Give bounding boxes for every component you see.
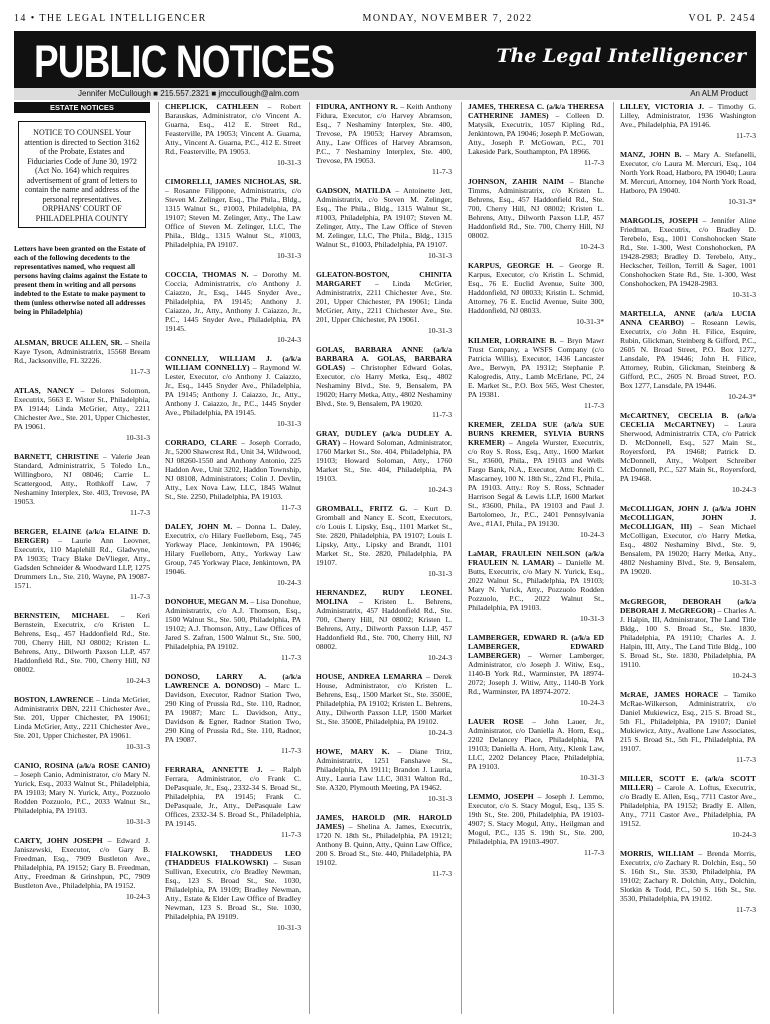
estate-notice	[316, 747, 452, 803]
publication-code: 11-7-3	[584, 848, 604, 857]
notice-body: – Keri Bernstein, Executrix, c/o Kristen L. Behrens, Esq., 457 Haddonfield Rd., Ste. 700, Cherry Hill, NJ 08002; Kristen L. Behrens, Atty., Dilworth Paxson LLP, 457 Haddonfield Rd., Ste. 700, Cherry Hill, NJ 08002.	[14, 611, 150, 674]
publication-code: 11-7-3	[432, 869, 452, 878]
estate-notice	[165, 270, 301, 344]
decedent-name: FIALKOWSKI, THADDEUS LEO (THADDEUS FIALKOWSKI)	[165, 849, 301, 867]
estate-notice	[14, 452, 150, 517]
publication-code: 10-31-3	[427, 251, 452, 260]
estate-notice	[468, 261, 604, 326]
decedent-name: MORRIS, WILLIAM	[620, 849, 694, 858]
decedent-name: GADSON, MATILDA	[316, 186, 391, 195]
publication-code: 10-24-3	[579, 698, 604, 707]
publication-logo: The Legal Intelligencer	[496, 45, 746, 67]
notice-body: – Joseph J. Lemmo, Executor, c/o S. Stacy Mogul, Esq., 135 S. 19th St., Ste. 200, Philadelphia, PA 19103-4907; S. Stacy Mogul, Atty., Heilgman and Mogul, P.C., 135 S. 19th St., Ste. 200, Philadelphia, PA 19103-4907.	[468, 792, 604, 846]
estate-notice	[620, 774, 756, 839]
publication-code: 10-31-3	[125, 742, 150, 751]
estate-notice	[468, 633, 604, 707]
publication-code: 10-31-3	[276, 251, 301, 260]
publication-code: 11-7-3	[584, 158, 604, 167]
publication-code: 11-7-3	[281, 503, 301, 512]
decedent-name: DONOHUE, MEGAN M.	[165, 597, 249, 606]
publication-code: 10-24-3	[276, 578, 301, 587]
estate-notice	[316, 588, 452, 662]
publication-code: 10-24-3	[276, 335, 301, 344]
estate-notice	[620, 102, 756, 140]
decedent-name: FERRARA, ANNETTE J.	[165, 765, 263, 774]
decedent-name: CANIO, ROSINA (a/k/a ROSE CANIO)	[14, 761, 150, 770]
estate-notice	[14, 338, 150, 376]
notice-body: – Joseph Corrado, Jr., 5200 Shawcrest Rd., Unit 34, Wildwood, NJ 08260-1550 and Anthony Antonio, 225 Haddon Ave., Unit 3202, Haddon Township, NJ 08108, Administrators; Colin J. Devlin, Atty., Lex Nova Law, LLC, 1845 Walnut St., Ste. 2250, Philadelphia, PA 19103.	[165, 438, 301, 501]
publication-code: 10-24-3	[579, 242, 604, 251]
notice-body: – Danielle M. Butts, Executrix, c/o Mary N. Yurick, Esq., 2022 Walnut St., Philadelphia, PA 19103; Mary N. Yurick, Atty., Pozzuolo Rodden Pozzuolo, P.C., 2022 Walnut St., Philadelphia, PA 19103.	[468, 558, 604, 612]
estate-notice	[14, 386, 150, 442]
column-notices	[468, 102, 604, 857]
column-notices	[620, 102, 756, 914]
notice-body: – Edward J. Janiszewski, Executor, c/o Gary B. Freedman, Esq., 7909 Bustleton Ave., Philadelphia, PA 19152; Gary B. Freedman, Atty., Freedman & Grinshpun, PC, 7909 Bustleton Ave., Philadelphia, PA 19152.	[14, 836, 150, 890]
estate-notice	[165, 849, 301, 932]
notice-body: – Werner Lamberger, Administrator, c/o Joseph J. Witiw, Esq., 1140-B York Rd., Warminster, PA 18974-2072; Joseph J. Witiw, Atty., 1140-B York Rd., Warminster, PA 18974-2072.	[468, 651, 604, 696]
estate-notice	[620, 216, 756, 299]
estate-intro-text: Letters have been granted on the Estate of each of the following decedents to the representatives named, who request all persons having claims against the Estate to present them in writing and all persons indebted to the Estate to make payment to them (unless otherwise noted all addresses being in Philadelphia)	[14, 244, 148, 316]
decedent-name: KARPUS, GEORGE H.	[468, 261, 554, 270]
page-header-left: 14 • THE LEGAL INTELLIGENCER	[14, 13, 207, 24]
notice-body: – Marc L. Davidson, Executor, Radnor Station Two, 290 King of Prussia Rd., Ste. 110, Radnor, PA 19087; Marc L. Davidson, Atty., Davidson & Egner, Radnor Station Two, 290 King of Prussia Rd., Ste. 110, Radnor, PA 19087.	[165, 681, 301, 744]
notice-body: – Colleen D. Matysik, Executrix, 1057 Kipling Rd., Jenkintown, PA 19046; Joseph P. McGowan, Atty., Joseph P. McGowan, P.C., 701 Lakeside Park, Southampton, PA 18966.	[468, 111, 604, 156]
decedent-name: COCCIA, THOMAS N.	[165, 270, 249, 279]
publication-code: 10-24-3	[427, 653, 452, 662]
decedent-name: DALEY, JOHN M.	[165, 522, 233, 531]
estate-notice	[316, 429, 452, 494]
notice-body: – Susan Sullivan, Executrix, c/o Bradley Newman, Esq., 123 S. Broad St., Ste. 1030, Philadelphia, PA 19109; Bradley Newman, Atty., Estate & Elder Law Office of Bradley Newman, 123 S. Broad St., Ste. 1030, Philadelphia, PA 19109.	[165, 858, 301, 921]
decedent-name: MANZ, JOHN B.	[620, 150, 682, 159]
estate-notice	[14, 695, 150, 751]
estate-notice	[468, 792, 604, 857]
estate-notice	[620, 150, 756, 206]
publication-code: 10-31-3	[427, 569, 452, 578]
notice-body: – George R. Karpus, Executor, c/o Kristin L. Schmid, Esq., 76 E. Euclid Avenue, Suite 300, Haddonfield, NJ 08033; Kristin L. Schmid, Attorney, 76 E. Euclid Avenue, Suite 300, Haddonfield, NJ 08033.	[468, 261, 604, 315]
estate-notice	[165, 102, 301, 167]
publication-code: 10-24-3*	[728, 392, 756, 401]
notice-body: – Angela Wurster, Executrix, c/o Roy S. Ross, Esq., Atty., 1600 Market St., #3600, Phila., PA 19103 and Wells Fargo Bank, N.A., Executor, Attn: Keith C. Mascarney, 100 N. 18th St., 22nd Fl., Phila., PA 19103. Atty.: Roy S. Ross, Schnader Harrison Segal & Lewis LLP, 1600 Market St., #3600, Phila., PA 19103 and Paul J. Bartolomeo, Jr., P.C., 2401 Pennsylvania Ave., #1A1, Phila., PA 19130.	[468, 438, 604, 528]
decedent-name: LAUER ROSE	[468, 717, 524, 726]
notice-body: – Kristen L. Behrens, Administratrix, 457 Haddonfield Rd., Ste. 700, Cherry Hill, NJ 08002; Kristen L. Behrens, Atty., Dilworth Paxson LLP, 457 Haddonfield Rd., Ste. 700, Cherry Hill, NJ 08002.	[316, 597, 452, 651]
decedent-name: CORRADO, CLARE	[165, 438, 237, 447]
column-notices	[316, 102, 452, 878]
column-notices	[14, 338, 150, 901]
page-header-volume: VOL P. 2454	[688, 13, 756, 24]
estate-notice	[468, 549, 604, 623]
decedent-name: MILLER, SCOTT E. (a/k/a SCOTT MILLER)	[620, 774, 756, 792]
estate-notices-header: ESTATE NOTICES	[14, 102, 150, 113]
publication-code: 10-31-3	[427, 326, 452, 335]
section-banner	[14, 31, 756, 88]
notice-body: – Brenda Morris, Executrix, c/o Zachary R. Dolchin, Esq., 50 S. 16th St., Ste. 3530, Philadelphia, PA 19102; Zachary R. Dolchin, Atty., Dolchin, Slotkin & Todd, P.C., 50 S. 16th St., Ste. 3530, Philadelphia, PA 19102.	[620, 849, 756, 903]
column-2	[165, 102, 301, 1014]
decedent-name: LILLEY, VICTORIA J.	[620, 102, 704, 111]
column-3	[316, 102, 452, 1014]
alm-product-label: An ALM Product	[690, 89, 748, 98]
decedent-name: GROMBALL, FRITZ G.	[316, 504, 408, 513]
publication-code: 11-7-3	[584, 401, 604, 410]
column-1	[14, 102, 150, 1014]
column-4	[468, 102, 604, 1014]
notice-body: – Howard Soloman, Administrator, 1760 Market St., Ste. 404, Philadelphia, PA 19103; Howard Soloman, Atty., 1760 Market St., Ste. 404, Philadelphia, PA 19103.	[316, 438, 452, 483]
notice-body: – Jennifer Aline Friedman, Executrix, c/o Bradley D. Terebelo, Esq., 1001 Conshohocken State Rd., Ste. 1-300, West Conshohocken, PA 19428-2983; Bradley D. Terebelo, Atty., Heckscher, Teillon, Terrill & Sager, 1001 Conshohocken State Rd., Ste. 1-300, West Conshohocken, PA 19428-2983.	[620, 216, 756, 288]
publication-code: 10-31-3	[276, 419, 301, 428]
estate-notice	[620, 690, 756, 764]
contact-info: Jennifer McCullough ■ 215.557.2321 ■ jmccullough@alm.com	[78, 89, 300, 98]
decedent-name: HERNANDEZ, RUDY LEONEL MOLINA	[316, 588, 452, 606]
page-header-date: MONDAY, NOVEMBER 7, 2022	[362, 13, 533, 24]
notice-body: – Shelina A. James, Executrix, 1720 N. 18th St., Philadelphia, PA 19121; Anthony B. Quinn, Atty., Quinn Law Office, 200 S. Broad St., Ste. 440, Philadelphia, PA 19102.	[316, 822, 452, 867]
estate-notice	[620, 597, 756, 680]
estate-notice	[468, 336, 604, 410]
notice-body: – Delores Solomon, Executrix, 5663 E. Wister St., Philadelphia, PA 19144; Linda McGrier, Atty., 2211 Chichester Ave., Ste. 201, Upper Chichester, PA 19061.	[14, 386, 150, 431]
publication-code: 10-31-3	[276, 923, 301, 932]
estate-notice	[316, 504, 452, 578]
notice-body: – Carole A. Loftus, Executrix, c/o Bradly E. Allen, Esq., 7711 Castor Ave., Philadelphia, PA 19152; Bradly E. Allen, Atty., 7711 Castor Ave., Philadelphia, PA 19152.	[620, 783, 756, 828]
publication-code: 10-31-3*	[728, 197, 756, 206]
estate-notice	[620, 849, 756, 914]
decedent-name: ATLAS, NANCY	[14, 386, 75, 395]
estate-notice	[165, 672, 301, 755]
decedent-name: LAMBERGER, EDWARD R. (a/k/a ED LAMBERGER, EDWARD LAMBERGER)	[468, 633, 604, 660]
estate-notice	[620, 309, 756, 401]
publication-code: 10-31-3	[125, 433, 150, 442]
publication-code: 11-7-3	[736, 755, 756, 764]
publication-code: 11-7-3	[736, 905, 756, 914]
notice-body: – Ralph Ferrara, Administrator, c/o Frank C. DePasquale, Jr., Esq., 2332-34 S. Broad St., Philadelphia, PA 19145; Frank C. DePasquale, Jr., Atty., DePasquale Law Offices, 2332-34 S. Broad St., Philadelphia, PA 19145.	[165, 765, 301, 828]
decedent-name: CONNELLY, WILLIAM J. (a/k/a WILLIAM CONNELLY)	[165, 354, 301, 372]
estate-notice	[14, 527, 150, 601]
decedent-name: BERNSTEIN, MICHAEL	[14, 611, 109, 620]
notice-body: – Timothy G. Lilley, Administrator, 1936 Washington Ave., Philadelphia, PA 19146.	[620, 102, 756, 129]
decedent-name: HOWE, MARY K.	[316, 747, 390, 756]
publication-code: 10-31-3	[276, 158, 301, 167]
notice-body: – Valerie Jean Standard, Administratrix, 5 Toledo Ln., Willingboro, NJ 08046; Carrie L. Scattergood, Atty., Rothkoff Law, 7 Neshaminy Interplex, Ste. 403, Trevose, PA 19053.	[14, 452, 150, 506]
decedent-name: FIDURA, ANTHONY R.	[316, 102, 398, 111]
notice-body: – Lisa Donohue, Administratrix, c/o A.J. Thomson, Esq., 1500 Walnut St., Ste. 500, Philadelphia, PA 19102; A.J. Thomson, Atty., Law Offices of Jared S. Zafran, 1500 Walnut St., Ste. 500, Philadelphia, PA 19102.	[165, 597, 301, 651]
publication-code: 11-7-3	[130, 367, 150, 376]
estate-notice	[620, 504, 756, 587]
notice-body: – Blanche Timms, Administratrix, c/o Kristen L. Behrens, Esq., 457 Haddonfield Rd., Ste. 700, Cherry Hill, NJ 08002; Kristen L. Behrens, Atty., Dilworth Paxson LLP, 457 Haddonfield Rd., Ste. 700, Cherry Hill, NJ 08002.	[468, 177, 604, 240]
decedent-name: LEMMO, JOSEPH	[468, 792, 534, 801]
publication-code: 10-31-3	[579, 773, 604, 782]
estate-notice	[316, 813, 452, 878]
notice-to-counsel-box: NOTICE TO COUNSEL Your attention is directed to Section 3162 of the Probate, Estates and Fiduciaries Code of June 30, 1972 (Act No. 164) which requires advertisement of grant of letters to contain the name and address of the personal representatives. ORPHANS' COURT OF PHILADELPHIA COUNTY	[18, 121, 146, 228]
decedent-name: BARNETT, CHRISTINE	[14, 452, 99, 461]
estate-notice	[165, 522, 301, 587]
publication-code: 10-31-3*	[576, 317, 604, 326]
decedent-name: BOSTON, LAWRENCE	[14, 695, 94, 704]
decedent-name: KILMER, LORRAINE B.	[468, 336, 557, 345]
notice-body: – Christopher Edward Golas, Executor, c/o Harry Metka, Esq., 4802 Neshaminy Blvd., Ste. 9, Bensalem, PA 19020; Harry Metka, Atty., 4802 Neshaminy Blvd., Ste. 9, Bensalem, PA 19020.	[316, 363, 452, 408]
notice-body: – Robert Barauskas, Administrator, c/o Vincent A. Guarna, Esq., 412 E. Street Rd., Feasterville, PA 19053; Vincent A. Guarna, Atty., Vincent A. Guarna, P.C., 412 E. Street Rd., Feasterville, PA 19053.	[165, 102, 301, 156]
notice-body: – Mary A. Stefanelli, Executor, c/o Laura M. Mercuri, Esq., 104 North York Road, Hatboro, PA 19040; Laura M. Mercuri, Attorney, 104 North York Road, Hatboro, PA 19040.	[620, 150, 756, 195]
decedent-name: BERGER, ELAINE (a/k/a ELAINE D. BERGER)	[14, 527, 150, 545]
publication-code: 10-24-3	[125, 892, 150, 901]
notice-body: – John Lauer, Jr., Administrator, c/o Daniella A. Horn, Esq., 2202 Delancey Place, Philadelphia, PA 19103; Daniella A. Horn, Atty., Klenk Law, LLC, 2202 Delancey Place, Philadelphia, PA 19103.	[468, 717, 604, 771]
notice-body: – Raymond W. Lester, Executor, c/o Anthony J. Caiazzo, Jr., Esq., 1445 Snyder Ave., Philadelphia, PA 19145; Anthony J. Caiazzo, Jr., Atty., Anthony J. Caiazzo, Jr., P.C., 1445 Snyder Ave., Philadelphia, PA 19145.	[165, 363, 301, 417]
notice-body: – Linda McGrier, Administratrix DBN, 2211 Chichester Ave., Ste. 201, Upper Chichester, PA 19061; Linda McGrier, Atty., 2211 Chichester Ave., Ste. 201, Upper Chichester, PA 19061.	[14, 695, 150, 740]
notice-body: – Derek House, Administrator, c/o Kristen L. Behrens, Esq., 1500 Market St., Ste. 3500E, Philadelphia, PA 19102; Kristen L. Behrens, Atty., Dilworth Paxson LLP, 1500 Market St., Ste. 3500E, Philadelphia, PA 19102.	[316, 672, 452, 726]
contact-bar	[14, 88, 756, 100]
notice-body: – Sean Michael McColligan, Executor, c/o Harry Metka, Esq., 4802 Neshaminy Blvd., Ste. 9, Bensalem, PA 19020; Harry Metka, Atty., 4802 Neshaminy Blvd., Ste. 9, Bensalem, PA 19020.	[620, 522, 756, 576]
notice-body: – Rosanne Filippone, Administratrix, c/o Steven M. Zelinger, Esq., The Phila., Bldg., 1315 Walnut St., #1003, Philadelphia, PA 19107; Steven M. Zelinger, Atty., The Law Office of Steven M. Zelinger, LLC, The Phila., Bldg., 1315 Walnut St., #1003, Philadelphia, PA 19107.	[165, 186, 301, 249]
decedent-name: McCARTNEY, CECELIA B. (a/k/a CECELIA McCARTNEY)	[620, 411, 756, 429]
publication-code: 10-24-3	[731, 830, 756, 839]
publication-code: 11-7-3	[281, 830, 301, 839]
publication-code: 10-24-3	[427, 728, 452, 737]
estate-notice	[316, 186, 452, 260]
notice-body: – Dorothy M. Coccia, Administratrix, c/o Anthony J. Caiazzo, Jr., Esq., 1445 Snyder Ave., Philadelphia, PA 19145; Anthony J. Caiazzo, Jr., Atty., Anthony J. Caiazzo, Jr., P.C., 1445 Snyder Ave., Philadelphia, PA 19145.	[165, 270, 301, 333]
decedent-name: KREMER, ZELDA SUE (a/k/a SUE BURNS KREMER, SYLVIA BURNS KREMER)	[468, 420, 604, 447]
section-title: PUBLIC NOTICES	[34, 36, 335, 87]
decedent-name: JOHNSON, ZAHIR NAIM	[468, 177, 564, 186]
publication-code: 11-7-3	[432, 410, 452, 419]
estate-notice	[620, 411, 756, 494]
publication-code: 11-7-3	[281, 653, 301, 662]
notice-body: – Antoinette Jett, Administratrix, c/o Steven M. Zelinger, Esq., The Phila., Bldg., 1315 Walnut St., #1003, Philadelphia, PA 19107; Steven M. Zelinger, Atty., The Law Office of Steven M. Zelinger, LLC, The Phila., Bldg., 1315 Walnut St., #1003, Philadelphia, PA 19107.	[316, 186, 452, 249]
notice-body: – Linda McGrier, Administratrix, 2211 Chichester Ave., Ste. 201, Upper Chichester, PA 19061; Linda McGrier, Atty., 2211 Chichester Ave., Ste. 201, Upper Chichester, PA 19061.	[316, 279, 452, 324]
notice-body: – Keith Anthony Fidura, Executor, c/o Harvey Abramson, Esq., 7 Neshaminy Interplex, Ste. 400, Trevose, PA 19053; Harvey Abramson, Atty., Law Offices of Harvey Abramson, P.C., 7 Neshaminy Interplex, Ste. 400, Trevose, PA 19053.	[316, 102, 452, 165]
publication-code: 11-7-3	[736, 131, 756, 140]
publication-code: 10-24-3	[579, 530, 604, 539]
estate-notice	[165, 438, 301, 512]
publication-code: 10-24-3	[427, 485, 452, 494]
decedent-name: CIMORELLI, JAMES NICHOLAS, SR.	[165, 177, 301, 186]
notice-body: – Donna L. Daley, Executrix, c/o Hilary Fuelleborn, Esq., 745 Yorkway Place, Jenkintown, PA 19046; Hilary Fuelleborn, Atty., Yorkway Law Group, 745 Yorkway Place, Jenkintown, PA 19046.	[165, 522, 301, 576]
estate-notice	[165, 765, 301, 839]
decedent-name: MARGOLIS, JOSEPH	[620, 216, 699, 225]
decedent-name: DONOSO, LARRY A. (a/k/a LAWRENCE A. DONOSO)	[165, 672, 301, 690]
publication-code: 11-7-3	[130, 508, 150, 517]
estate-notice	[468, 102, 604, 167]
estate-notice	[468, 717, 604, 782]
publication-code: 10-24-3	[731, 671, 756, 680]
notice-body: – Sheila Kaye Tyson, Administratrix, 15568 Bream Rd., Jacksonville, FL 32226.	[14, 338, 150, 365]
estate-notice	[165, 597, 301, 662]
estate-notice	[165, 354, 301, 428]
decedent-name: JAMES, HAROLD (MR. HAROLD JAMES)	[316, 813, 452, 831]
publication-code: 10-24-3	[731, 485, 756, 494]
decedent-name: CARTY, JOHN JOSEPH	[14, 836, 103, 845]
column-notices	[165, 102, 301, 932]
publication-code: 11-7-3	[432, 167, 452, 176]
decedent-name: LaMAR, FRAULEIN NEILSON (a/k/a FRAULEIN N. LAMAR)	[468, 549, 604, 567]
notice-columns	[14, 102, 756, 1014]
notice-body: – Diane Tritz, Administratrix, 1251 Fanshawe St., Philadelphia, PA 19111; Brandon J. Lauria, Atty., Lauria Law LLC, 3031 Walton Rd., Ste. A320, Plymouth Meeting, PA 19462.	[316, 747, 452, 792]
publication-code: 10-24-3	[125, 676, 150, 685]
notice-body: – Kurt D. Gromball and Nancy E. Scott, Executors, c/o Louis I. Lipsky, Esq., 1101 Market St., Ste. 2820, Philadelphia, PA 19107; Louis I. Lipsky, Atty., Lipsky and Brandt, 1101 Market St., Ste. 2820, Philadelphia, PA 19107.	[316, 504, 452, 567]
notice-body: – Laurie Ann Leovner, Executrix, 110 Maplehill Rd., Gladwyne, PA 19035; Tracy Blake DeVlieger, Atty., Gadsden Schneider & Woodward LLP, 1275 Drummers Ln., Ste. 210, Wayne, PA 19087-1571.	[14, 536, 150, 590]
notice-body: – Joseph Canio, Administrator, c/o Mary N. Yurick, Esq., 2033 Walnut St., Philadelphia, PA 19103; Mary N. Yurick, Atty., Pozzuolo Rodden Pozzuolo, P.C., 2033 Walnut St., Philadelphia, PA 19103.	[14, 770, 150, 815]
estate-notice	[14, 836, 150, 901]
decedent-name: JAMES, THERESA C. (a/k/a THERESA CATHERINE JAMES)	[468, 102, 604, 120]
notice-body: – Roseann Lewis, Executrix, c/o John H. Filice, Esquire, Rubin, Glickman, Steinberg & Gifford, P.C., 2605 N. Broad Street, P.O. Box 1277, Lansdale, PA 19446; John H. Filice, Attorney, Rubin, Glickman, Steinberg & Gifford, P.C., 2605 N. Broad Street, P.O. Box 1277, Lansdale, PA 19446.	[620, 318, 756, 390]
column-5	[620, 102, 756, 1014]
estate-notice	[468, 177, 604, 251]
notice-body: – Tamiko McRae-Wilkerson, Administratrix, c/o Daniel Mukiewicz, Esq., 215 S. Broad St., 5th Fl., Philadelphia, PA 19107; Daniel Mukiewicz, Atty., Avallone Law Associates, 215 S. Broad St., 5th Fl., Philadelphia, PA 19107.	[620, 690, 756, 753]
estate-notice	[316, 672, 452, 737]
estate-notice	[468, 420, 604, 539]
decedent-name: McGREGOR, DEBORAH (a/k/a DEBORAH J. McGREGOR)	[620, 597, 756, 615]
estate-notice	[316, 345, 452, 419]
decedent-name: GOLAS, BARBARA ANNE (a/k/a BARBARA A. GOLAS, BARBARA GOLAS)	[316, 345, 452, 372]
publication-code: 10-31-3	[579, 614, 604, 623]
decedent-name: HOUSE, ANDREA LEMARRA	[316, 672, 423, 681]
notice-body: – Charles A. J. Halpin, III, Administrator, The Land Title Bldg., 100 S. Broad St., Ste. 1830, Philadelphia, PA 19110; Charles A. J. Halpin, III, Atty., The Land Title Bldg., 100 S. Broad St., Ste. 1830, Philadelphia, PA 19110.	[620, 606, 756, 669]
notice-body: – Bryn Mawr Trust Company, a WSFS Company (c/o Patricia Willis), Executor, 1436 Lancaster Ave., Berwyn, PA 19312; Stephanie P. Kalogredis, Atty., Lamb McErlane, PC, 24 E. Market St., P.O. Box 565, West Chester, PA 19381.	[468, 336, 604, 399]
publication-code: 10-31-3	[125, 817, 150, 826]
estate-notice	[14, 611, 150, 685]
estate-notice	[316, 102, 452, 176]
publication-code: 10-31-3	[731, 290, 756, 299]
publication-code: 10-31-3	[731, 578, 756, 587]
decedent-name: McRAE, JAMES HORACE	[620, 690, 719, 699]
decedent-name: McCOLLIGAN, JOHN J. (a/k/a JOHN McCOLLIGAN, JOHN J. McCOLLIGAN, III)	[620, 504, 756, 531]
decedent-name: GRAY, DUDLEY (a/k/a DUDLEY A. GRAY)	[316, 429, 452, 447]
publication-code: 10-31-3	[427, 794, 452, 803]
publication-code: 11-7-3	[281, 746, 301, 755]
page-header	[14, 13, 756, 27]
estate-notice	[165, 177, 301, 260]
estate-notice	[316, 270, 452, 335]
notice-body: – Laura Sherwood, Administratrix CTA, c/o Patrick D. McDonnell, Esq., 527 Main St., Royersford, PA 19468; Patrick D. McDonnell, Atty., Wolpert Schreiber McDonnell, P.C., 527 Main St., Royersford, PA 19468.	[620, 420, 756, 483]
decedent-name: MARTELLA, ANNE (a/k/a LUCIA ANNA CEARBO)	[620, 309, 756, 327]
publication-code: 11-7-3	[130, 592, 150, 601]
decedent-name: GLEATON-BOSTON, CHINITA MARGARET	[316, 270, 452, 288]
decedent-name: CHEPLICK, CATHLEEN	[165, 102, 259, 111]
decedent-name: ALSMAN, BRUCE ALLEN, SR.	[14, 338, 123, 347]
estate-notice	[14, 761, 150, 826]
